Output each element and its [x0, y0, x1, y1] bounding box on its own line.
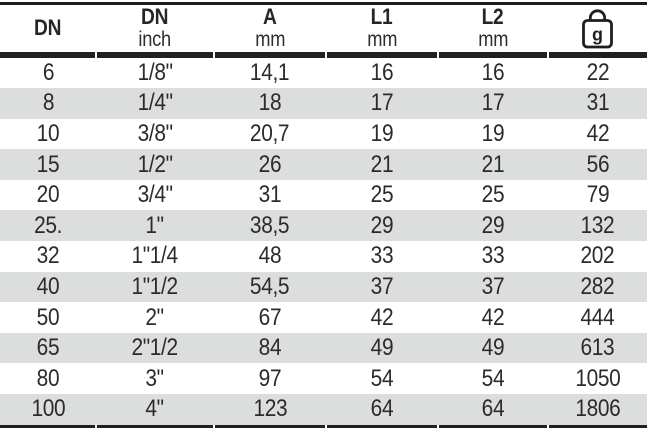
table-cell: 33 — [481, 242, 505, 270]
table-cell: 31 — [258, 181, 282, 209]
table-row — [0, 333, 647, 364]
table-cell: 3/4" — [137, 181, 173, 209]
table-cell: 14,1 — [250, 58, 290, 86]
table-cell: 67 — [258, 303, 282, 331]
table-cell: 3/8" — [137, 119, 173, 147]
table-cell: 16 — [370, 58, 394, 86]
table-cell: 10 — [36, 119, 60, 147]
table-row — [0, 241, 647, 272]
table-cell: 97 — [258, 364, 282, 392]
table-cell: 282 — [580, 272, 615, 300]
table-cell: 50 — [36, 303, 60, 331]
table-cell: 8 — [42, 89, 54, 117]
column-label: A — [263, 4, 277, 30]
weight-icon — [579, 7, 616, 49]
table-row — [0, 363, 647, 394]
table-cell: 84 — [258, 334, 282, 362]
table-cell: 49 — [481, 334, 505, 362]
table-cell: 54 — [481, 364, 505, 392]
table-cell: 444 — [580, 303, 615, 331]
table-row — [0, 210, 647, 241]
table-cell: 64 — [481, 395, 505, 423]
table-cell: 1/8" — [137, 58, 173, 86]
table-cell: 40 — [36, 272, 60, 300]
table-cell: 123 — [253, 395, 287, 423]
table-row — [0, 272, 647, 303]
column-label: DN — [141, 4, 169, 30]
column-header-dn — [0, 5, 96, 52]
table-cell: 17 — [370, 89, 394, 117]
spec-table — [0, 2, 647, 428]
column-header-dn-inch — [96, 5, 214, 52]
table-cell: 1" — [145, 211, 165, 239]
column-header-weight — [548, 5, 647, 52]
table-cell: 79 — [586, 181, 609, 209]
table-cell: 25 — [481, 181, 505, 209]
column-unit: mm — [255, 27, 285, 51]
table-cell: 19 — [481, 119, 505, 147]
table-cell: 1050 — [574, 364, 621, 392]
table-cell: 20 — [36, 181, 60, 209]
table-row — [0, 58, 647, 89]
table-cell: 15 — [36, 150, 60, 178]
table-cell: 29 — [481, 211, 505, 239]
table-cell: 3" — [145, 364, 165, 392]
table-cell: 54,5 — [250, 272, 290, 300]
table-row — [0, 302, 647, 333]
table-body — [0, 58, 647, 425]
table-cell: 1/4" — [137, 89, 173, 117]
weight-unit-label: g — [592, 24, 603, 45]
column-unit: inch — [138, 27, 172, 51]
table-cell: 2" — [145, 303, 165, 331]
table-cell: 100 — [31, 395, 65, 423]
table-cell: 49 — [370, 334, 394, 362]
table-cell: 33 — [370, 242, 394, 270]
table-cell: 65 — [36, 334, 60, 362]
table-cell: 80 — [36, 364, 60, 392]
table-cell: 37 — [481, 272, 505, 300]
table-cell: 2"1/2 — [131, 334, 179, 362]
table-cell: 25. — [33, 211, 62, 239]
table-row — [0, 149, 647, 180]
table-cell: 54 — [370, 364, 394, 392]
table-cell: 56 — [586, 150, 609, 178]
table-cell: 20,7 — [250, 119, 290, 147]
table-cell: 26 — [258, 150, 282, 178]
table-row — [0, 119, 647, 150]
column-label: L2 — [482, 4, 504, 30]
column-label: L1 — [371, 4, 393, 30]
table-cell: 1"1/4 — [131, 242, 179, 270]
table-cell: 17 — [481, 89, 505, 117]
column-header-l1 — [326, 5, 438, 52]
column-label: DN — [34, 14, 62, 40]
table-cell: 64 — [370, 395, 394, 423]
table-cell: 42 — [481, 303, 505, 331]
table-cell: 42 — [586, 119, 609, 147]
column-header-a — [214, 5, 326, 52]
table-header — [0, 5, 647, 52]
table-cell: 22 — [586, 58, 609, 86]
table-cell: 18 — [258, 89, 282, 117]
table-cell: 48 — [258, 242, 282, 270]
table-cell: 21 — [481, 150, 505, 178]
column-unit: mm — [367, 27, 397, 51]
table-cell: 4" — [145, 395, 165, 423]
table-cell: 31 — [586, 89, 609, 117]
table-bottom-border — [0, 425, 647, 428]
table-cell: 42 — [370, 303, 394, 331]
table-row — [0, 88, 647, 119]
table-row — [0, 394, 647, 425]
table-cell: 1/2" — [137, 150, 173, 178]
table-cell: 202 — [580, 242, 615, 270]
table-cell: 132 — [580, 211, 615, 239]
table-row — [0, 180, 647, 211]
table-cell: 32 — [36, 242, 60, 270]
table-cell: 19 — [370, 119, 394, 147]
table-cell: 37 — [370, 272, 394, 300]
table-cell: 29 — [370, 211, 394, 239]
table-cell: 6 — [42, 58, 54, 86]
table-cell: 613 — [580, 334, 615, 362]
column-header-l2 — [438, 5, 548, 52]
table-cell: 1"1/2 — [131, 272, 179, 300]
table-cell: 21 — [370, 150, 394, 178]
table-cell: 38,5 — [250, 211, 290, 239]
table-cell: 25 — [370, 181, 394, 209]
table-cell: 16 — [481, 58, 505, 86]
column-unit: mm — [478, 27, 508, 51]
table-cell: 1806 — [574, 395, 621, 423]
